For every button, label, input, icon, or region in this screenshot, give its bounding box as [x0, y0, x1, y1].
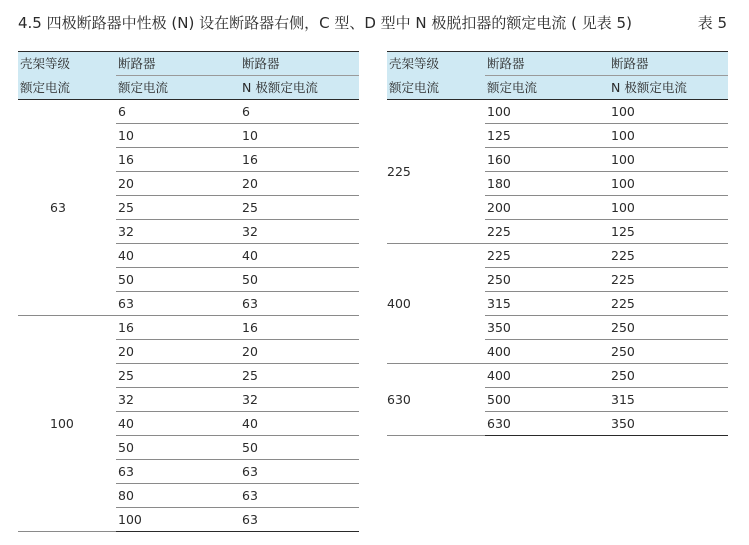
breaker-rating-cell: 20 [116, 172, 240, 196]
n-pole-rating-cell: 100 [609, 196, 728, 220]
n-pole-rating-cell: 25 [240, 364, 359, 388]
n-pole-rating-cell: 125 [609, 220, 728, 244]
breaker-rating-cell: 225 [485, 220, 609, 244]
breaker-rating-cell: 500 [485, 388, 609, 412]
breaker-rating-cell: 250 [485, 268, 609, 292]
n-pole-rating-cell: 25 [240, 196, 359, 220]
n-pole-rating-cell: 63 [240, 508, 359, 532]
breaker-rating-cell: 32 [116, 220, 240, 244]
table-row [18, 100, 359, 124]
breaker-rating-cell: 40 [116, 412, 240, 436]
breaker-rating-cell: 180 [485, 172, 609, 196]
right-table-body [387, 100, 728, 436]
breaker-rating-cell: 350 [485, 316, 609, 340]
breaker-rating-cell: 225 [485, 244, 609, 268]
breaker-rating-cell: 63 [116, 292, 240, 316]
section-heading: 4.5 四极断路器中性极 (N) 设在断路器右侧，C 型、D 型中 N 极脱扣器的额定电流 ( 见表 5) [18, 14, 632, 32]
header-n-bottom: N 极额定电流 [240, 76, 359, 100]
n-pole-rating-cell: 20 [240, 340, 359, 364]
breaker-rating-cell: 160 [485, 148, 609, 172]
n-pole-rating-cell: 100 [609, 124, 728, 148]
n-pole-rating-cell: 40 [240, 244, 359, 268]
n-pole-rating-cell: 50 [240, 436, 359, 460]
frame-rating-cell: 400 [387, 244, 485, 364]
table-row [387, 100, 728, 124]
header-breaker-bottom: 额定电流 [116, 76, 240, 100]
breaker-rating-cell: 63 [116, 460, 240, 484]
breaker-rating-cell: 20 [116, 340, 240, 364]
n-pole-rating-cell: 250 [609, 364, 728, 388]
n-pole-rating-cell: 32 [240, 388, 359, 412]
breaker-rating-cell: 50 [116, 268, 240, 292]
n-pole-rating-cell: 16 [240, 316, 359, 340]
n-pole-rating-cell: 225 [609, 268, 728, 292]
breaker-rating-cell: 50 [116, 436, 240, 460]
header-breaker-top: 断路器 [485, 52, 609, 76]
header-n-top: 断路器 [240, 52, 359, 76]
breaker-rating-cell: 400 [485, 364, 609, 388]
breaker-rating-cell: 16 [116, 148, 240, 172]
header-frame-top: 壳架等级 [387, 52, 485, 76]
table-row [387, 244, 728, 268]
breaker-rating-cell: 32 [116, 388, 240, 412]
breaker-rating-cell: 40 [116, 244, 240, 268]
breaker-rating-cell: 125 [485, 124, 609, 148]
header-frame-top: 壳架等级 [18, 52, 116, 76]
header-n-bottom: N 极额定电流 [609, 76, 728, 100]
header-n-top: 断路器 [609, 52, 728, 76]
header-breaker-bottom: 额定电流 [485, 76, 609, 100]
table-number: 表 5 [697, 14, 727, 32]
header-frame-bottom: 额定电流 [18, 76, 116, 100]
breaker-rating-cell: 200 [485, 196, 609, 220]
breaker-rating-cell: 400 [485, 340, 609, 364]
n-pole-rating-cell: 50 [240, 268, 359, 292]
breaker-rating-cell: 100 [485, 100, 609, 124]
n-pole-rating-cell: 40 [240, 412, 359, 436]
breaker-rating-cell: 25 [116, 364, 240, 388]
n-pole-rating-cell: 225 [609, 292, 728, 316]
n-pole-rating-cell: 225 [609, 244, 728, 268]
table-row [18, 316, 359, 340]
left-table-body [18, 100, 359, 532]
n-pole-rating-cell: 250 [609, 340, 728, 364]
n-pole-rating-cell: 250 [609, 316, 728, 340]
n-pole-rating-cell: 100 [609, 100, 728, 124]
breaker-rating-cell: 315 [485, 292, 609, 316]
frame-rating-cell: 100 [18, 316, 116, 532]
n-pole-rating-cell: 63 [240, 460, 359, 484]
n-pole-rating-cell: 63 [240, 292, 359, 316]
n-pole-rating-cell: 100 [609, 148, 728, 172]
n-pole-rating-cell: 6 [240, 100, 359, 124]
right-rating-table [387, 51, 728, 436]
header-breaker-top: 断路器 [116, 52, 240, 76]
n-pole-rating-cell: 315 [609, 388, 728, 412]
frame-rating-cell: 630 [387, 364, 485, 436]
frame-rating-cell: 63 [18, 100, 116, 316]
header-frame-bottom: 额定电流 [387, 76, 485, 100]
breaker-rating-cell: 630 [485, 412, 609, 436]
n-pole-rating-cell: 16 [240, 148, 359, 172]
n-pole-rating-cell: 63 [240, 484, 359, 508]
n-pole-rating-cell: 100 [609, 172, 728, 196]
frame-rating-cell: 225 [387, 100, 485, 244]
breaker-rating-cell: 80 [116, 484, 240, 508]
breaker-rating-cell: 6 [116, 100, 240, 124]
n-pole-rating-cell: 32 [240, 220, 359, 244]
table-row [387, 364, 728, 388]
n-pole-rating-cell: 10 [240, 124, 359, 148]
breaker-rating-cell: 16 [116, 316, 240, 340]
left-rating-table [18, 51, 359, 532]
breaker-rating-cell: 25 [116, 196, 240, 220]
breaker-rating-cell: 100 [116, 508, 240, 532]
n-pole-rating-cell: 350 [609, 412, 728, 436]
breaker-rating-cell: 10 [116, 124, 240, 148]
n-pole-rating-cell: 20 [240, 172, 359, 196]
